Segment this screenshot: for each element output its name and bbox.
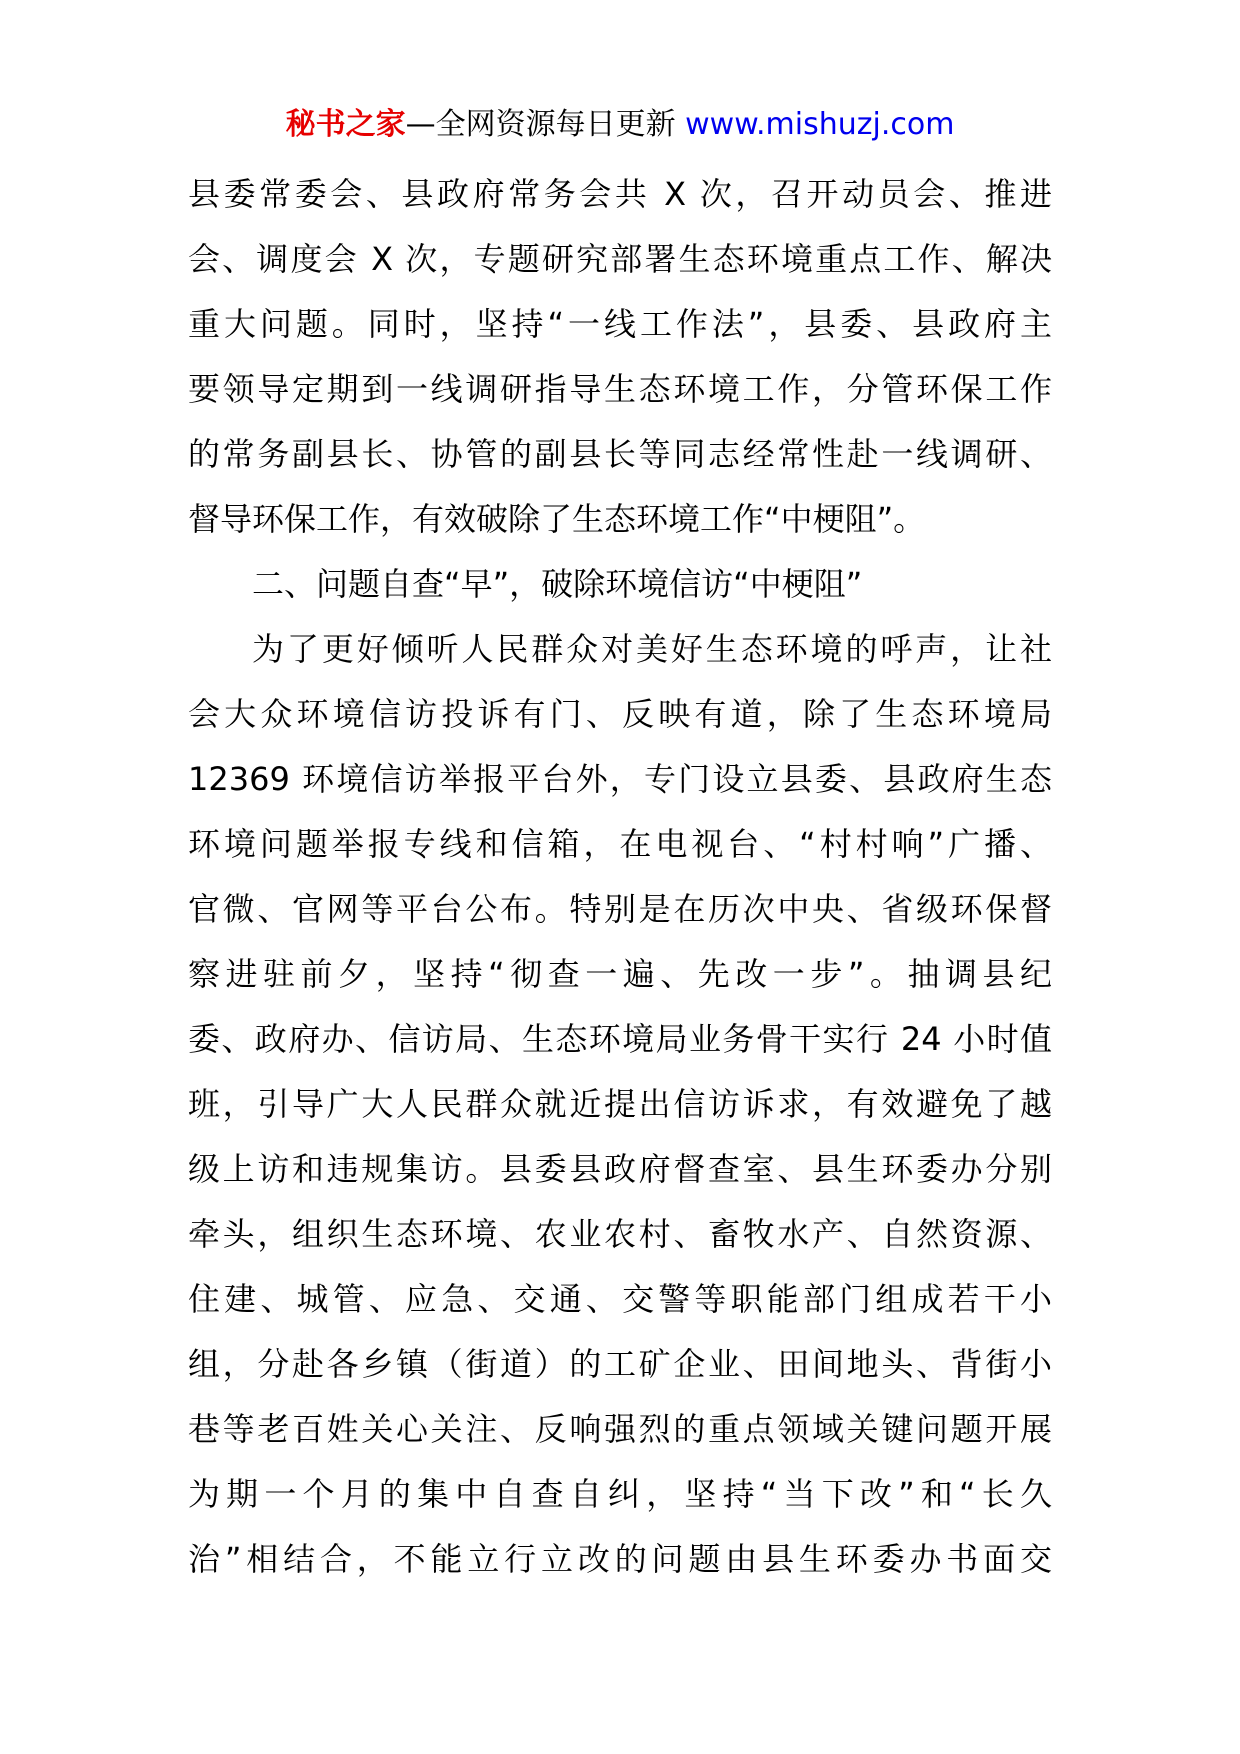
section-heading: 二、问题自查“早”，破除环境信访“中梗阻”	[252, 565, 863, 603]
text-line: 要领导定期到一线调研指导生态环境工作，分管环保工作	[188, 370, 1052, 408]
text-line: 牵头，组织生态环境、农业农村、畜牧水产、自然资源、	[188, 1215, 1052, 1253]
text-line: 巷等老百姓关心关注、反响强烈的重点领域关键问题开展	[188, 1410, 1052, 1448]
page-header	[0, 100, 1240, 150]
text-line: 会、调度会 X 次，专题研究部署生态环境重点工作、解决	[188, 240, 1052, 278]
text-line: 班，引导广大人民群众就近提出信访诉求，有效避免了越	[188, 1085, 1052, 1123]
document-body	[188, 162, 1052, 1592]
text-line: 的常务副县长、协管的副县长等同志经常性赴一线调研、	[188, 435, 1052, 473]
text-line: 县委常委会、县政府常务会共 X 次，召开动员会、推进	[188, 175, 1052, 213]
text-line: 组，分赴各乡镇（街道）的工矿企业、田间地头、背街小	[188, 1345, 1052, 1383]
text-line: 12369 环境信访举报平台外，专门设立县委、县政府生态	[188, 760, 1052, 798]
text-line: 重大问题。同时，坚持“一线工作法”，县委、县政府主	[188, 305, 1052, 343]
text-line: 官微、官网等平台公布。特别是在历次中央、省级环保督	[188, 890, 1052, 928]
site-url-link[interactable]: www.mishuzj.com	[685, 107, 955, 142]
text-line: 住建、城管、应急、交通、交警等职能部门组成若干小	[188, 1280, 1052, 1318]
text-line: 为了更好倾听人民群众对美好生态环境的呼声，让社	[252, 630, 1052, 668]
text-line: 为期一个月的集中自查自纠，坚持“当下改”和“长久	[188, 1475, 1052, 1513]
text-line: 会大众环境信访投诉有门、反映有道，除了生态环境局	[188, 695, 1052, 733]
text-line: 督导环保工作，有效破除了生态环境工作“中梗阻”。	[188, 500, 926, 538]
header-tagline: —全网资源每日更新	[405, 107, 686, 142]
text-line: 级上访和违规集访。县委县政府督查室、县生环委办分别	[188, 1150, 1052, 1188]
text-line: 环境问题举报专线和信箱，在电视台、“村村响”广播、	[188, 825, 1052, 863]
text-line: 委、政府办、信访局、生态环境局业务骨干实行 24 小时值	[188, 1020, 1052, 1058]
text-line: 治”相结合，不能立行立改的问题由县生环委办书面交	[188, 1540, 1052, 1578]
text-line: 察进驻前夕，坚持“彻查一遍、先改一步”。抽调县纪	[188, 955, 1052, 993]
brand-name: 秘书之家	[285, 107, 406, 142]
